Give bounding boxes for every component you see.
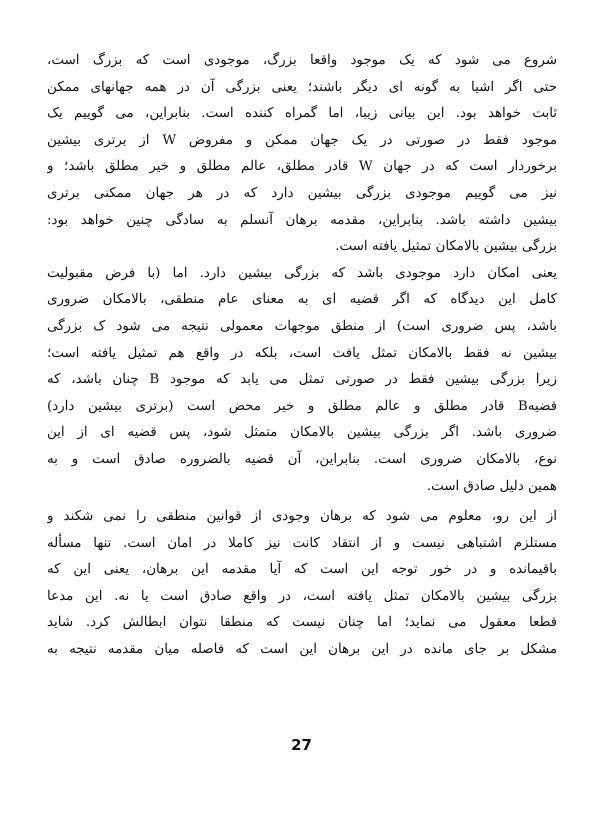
text-line: باشد، پس ضروری است) از منطق موجهات معمولی نتیجه می شود ک بزرگی	[47, 318, 557, 334]
document-body	[47, 48, 557, 664]
text-line: بزرگی بیشین بالامکان تمثیل یافته است.	[335, 239, 557, 255]
text-line: ضروری باشد. اگر بزرگی بیشین بالامکان متمثل شود، پس قضیه ای از این	[47, 425, 557, 441]
text-line: از این رو، معلوم می شود که برهان وجودی از قوانین منطقی را نمی شکند و	[47, 509, 557, 525]
text-line: حتی اگر اشیا به گونه ای دیگر باشند؛ یعنی بزرگی آن در همه جهانهای ممکن	[47, 79, 557, 95]
paragraph-2	[47, 261, 557, 500]
text-line: ثابت خواهد بود. این بیانی زیبا، اما گمراه کننده است. بنابراین، می گوییم یک	[47, 106, 557, 122]
text-line: شروع می شود که یک موجود واقعا بزرگ، موجودی است که بزرگ است،	[47, 53, 557, 68]
text-line: مستلزم اشتباهی نیست و از انتقاد کانت نیز کاملا در امان است. تنها مسأله	[47, 535, 557, 551]
text-line: قطعا معقول می نماید؛ اما چنان نیست که منطقا نتوان ابطالش کرد. شاید	[47, 615, 557, 631]
page-number: 27	[291, 736, 312, 754]
text-line: بیشین داشته باشد. بنابراین، مقدمه برهان آنسلم به سادگی چنین خواهد بود:	[47, 212, 557, 228]
paragraph-3	[47, 504, 557, 664]
text-line: برخوردار است که در جهان W قادر مطلق، عالم مطلق و خیر مطلق باشد؛ و	[47, 159, 557, 175]
text-line: بیشین نه فقط بالامکان تمثل یافت است، بلکه در واقع هم تمثیل یافته است؛	[47, 345, 557, 361]
text-line: موجود فقط در صورتی در یک جهان ممکن و مفروض W از برتری بیشین	[47, 132, 557, 148]
text-line: نیز می گوییم موجودی بزرگی بیشین دارد که در هر جهان ممکنی برتری	[47, 185, 557, 201]
text-line: کامل این دیدگاه که اگر قضیه ای به معنای عام منطقی، بالامکان ضروری	[47, 292, 557, 308]
text-line: بزرگی بیشین بالامکان تمثل یافته است، در واقع صادق است یا نه. این مدعا	[47, 588, 557, 604]
text-line: قضیهB قادر مطلق و عالم مطلق و خیر محض است (برتری بیشین دارد)	[47, 398, 557, 414]
text-line: مشکل بر جای مانده در این برهان این است که فاصله میان مقدمه نتیجه به	[47, 642, 557, 658]
text-line: یعنی امکان دارد موجودی باشد که بزرگی بیشین دارد. اما (با فرض مقبولیت	[47, 265, 557, 281]
text-line: همین دلیل صادق است.	[426, 478, 557, 494]
text-line: نوع، بالامکان ضروری است. بنابراین، آن قضیه بالضروره صادق است و به	[47, 451, 557, 467]
paragraph-1	[47, 48, 557, 261]
text-line: زیرا بزرگی بیشین فقط در صورتی تمثل می یابد که موجود B چنان باشد، که	[47, 372, 557, 388]
text-line: باقیمانده و در خور توجه این است که آیا مقدمه این برهان، یعنی این که	[47, 562, 557, 578]
